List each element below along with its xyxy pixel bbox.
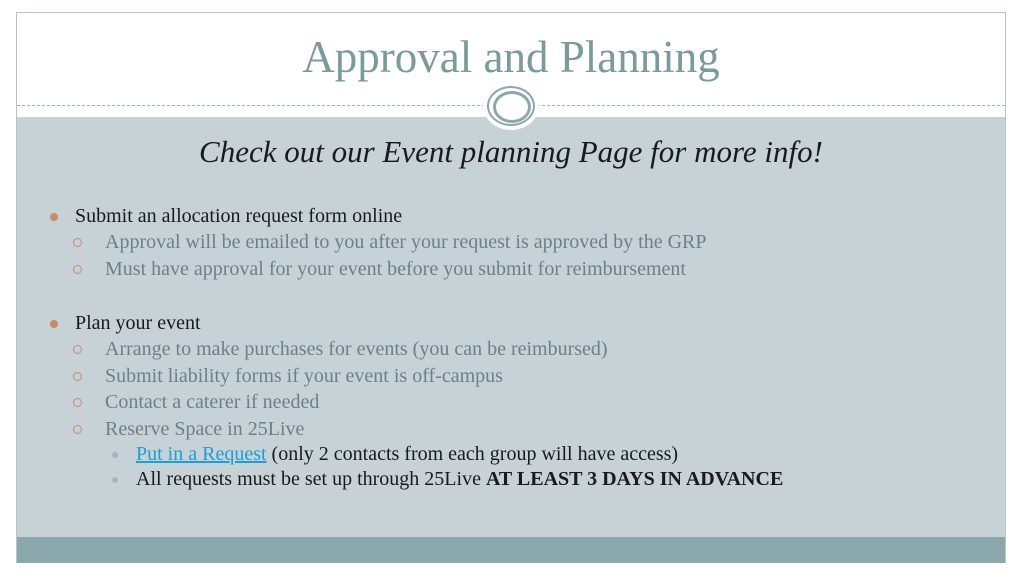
sub-bullet-item xyxy=(44,363,984,390)
ring-bullet-icon xyxy=(73,372,82,381)
bullet-item xyxy=(44,310,984,336)
bullet-text: Submit an allocation request form online xyxy=(75,205,403,227)
ring-bullet-icon xyxy=(73,265,82,274)
footer-bar xyxy=(17,537,1005,563)
bullet-item xyxy=(44,203,984,229)
subtitle: Check out our Event planning Page for more info! xyxy=(199,134,823,169)
ring-bullet-icon xyxy=(73,345,82,354)
ring-ornament-icon xyxy=(483,82,539,130)
small-dot-icon xyxy=(112,452,118,458)
sub-bullet-text: Submit liability forms if your event is off-campus xyxy=(105,364,503,387)
small-dot-icon xyxy=(112,477,118,483)
sub-bullet-text: Approval will be emailed to you after your request is approved by the GRP xyxy=(105,231,707,253)
bullet-dot-icon xyxy=(50,213,58,221)
sub-sub-bullet-text: All requests must be set up through 25Live xyxy=(136,468,486,490)
sub-sub-bullet-item xyxy=(44,467,984,492)
put-in-request-link[interactable]: Put in a Request xyxy=(136,443,267,465)
ring-bullet-icon xyxy=(73,398,82,407)
emphasis-text: AT LEAST 3 DAYS IN ADVANCE xyxy=(485,468,784,490)
bullet-dot-icon xyxy=(50,320,58,328)
ring-bullet-icon xyxy=(73,425,82,434)
sub-bullet-item xyxy=(44,416,984,443)
sub-bullet-item xyxy=(44,336,984,363)
sub-bullet-text: Arrange to make purchases for events (you can be reimbursed) xyxy=(105,338,608,360)
sub-sub-bullet-text: (only 2 contacts from each group will have access) xyxy=(266,443,679,465)
sub-bullet-item xyxy=(44,389,984,416)
sub-bullet-text: Must have approval for your event before you submit for reimbursement xyxy=(105,257,686,280)
ring-bullet-icon xyxy=(73,238,82,247)
sub-bullet-item xyxy=(44,229,984,256)
bullet-list xyxy=(44,203,984,492)
sub-bullet-item xyxy=(44,256,984,283)
slide-title: Approval and Planning xyxy=(302,32,720,82)
sub-bullet-text: Contact a caterer if needed xyxy=(105,391,320,413)
sub-bullet-text: Reserve Space in 25Live xyxy=(105,417,305,440)
sub-sub-bullet-item xyxy=(44,442,984,467)
bullet-text: Plan your event xyxy=(75,312,201,334)
